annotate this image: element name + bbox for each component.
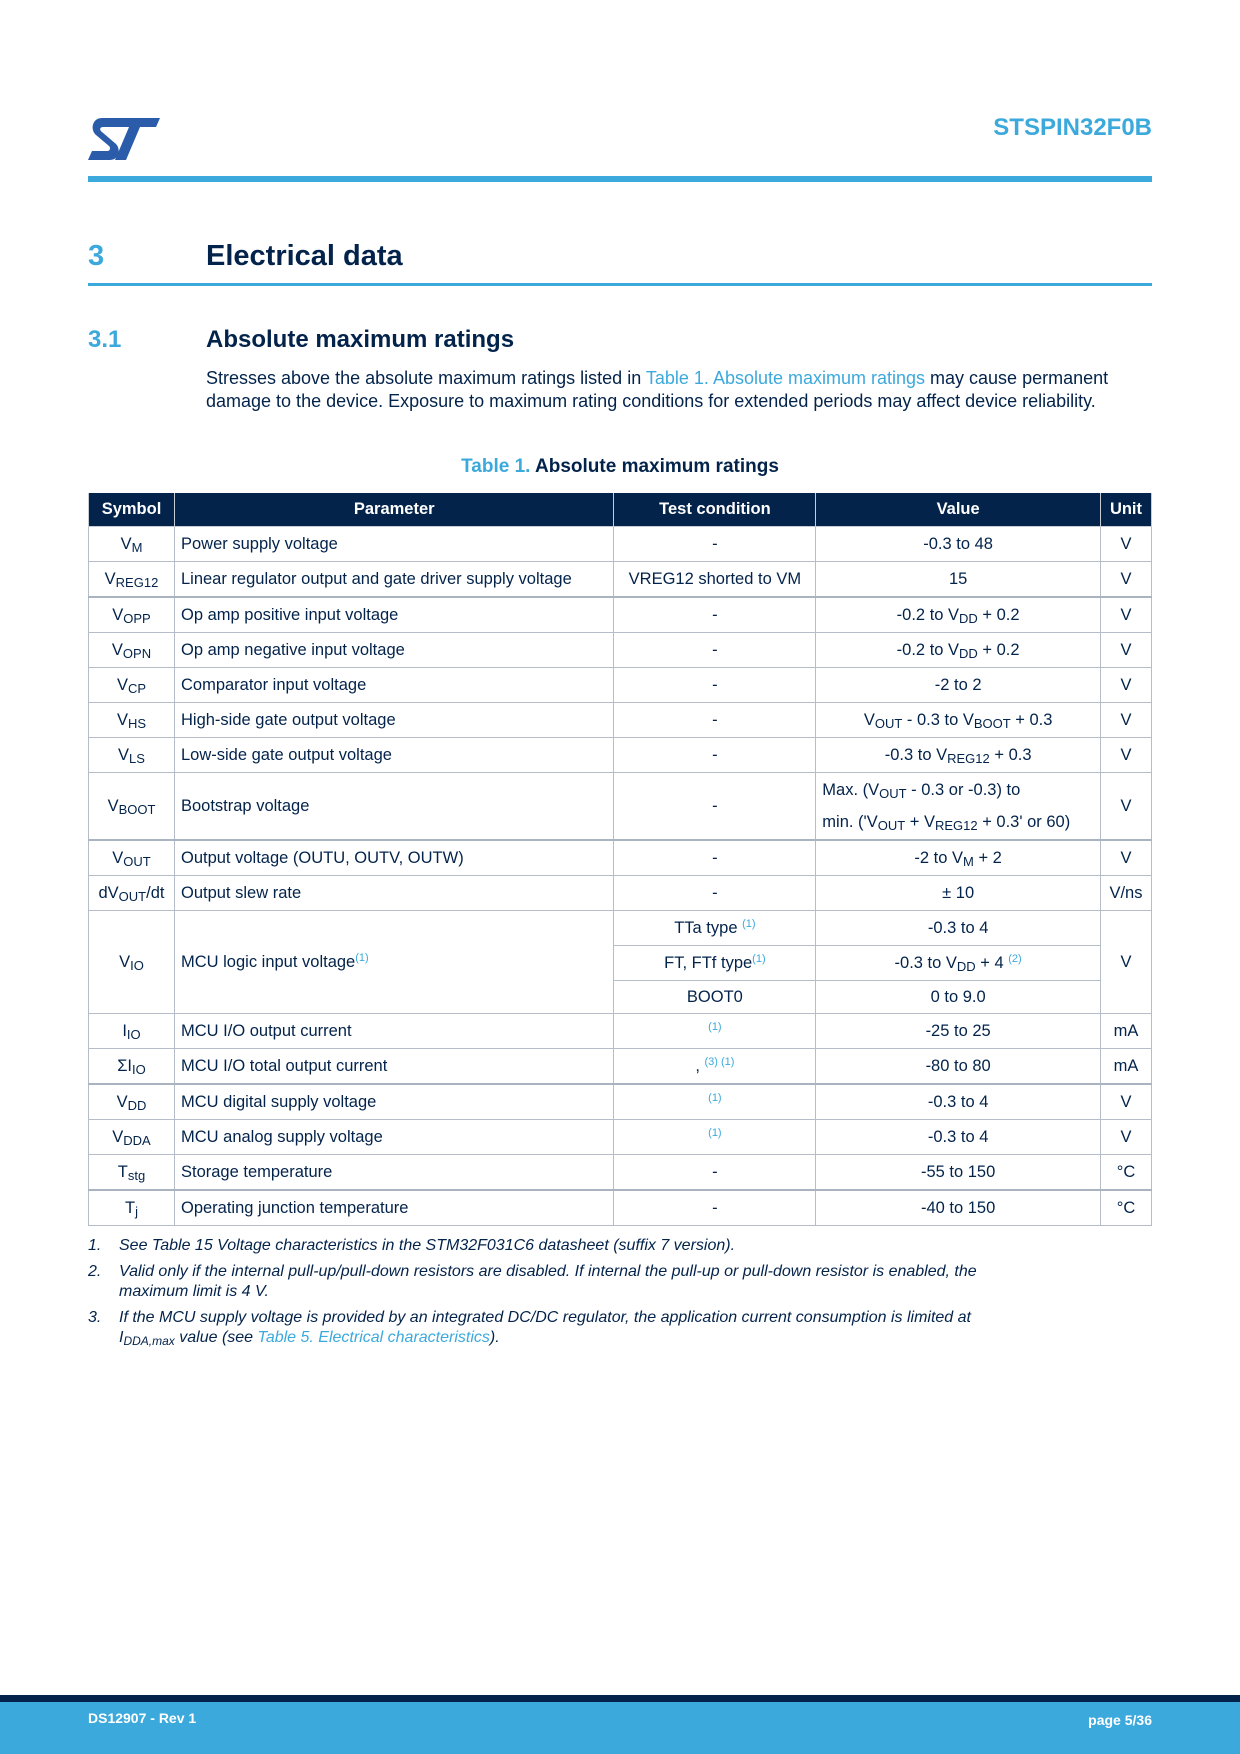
value-cell: 15 xyxy=(816,562,1101,598)
value-cell: -40 to 150 xyxy=(816,1190,1101,1226)
column-header-parameter: Parameter xyxy=(174,493,614,527)
footnote-1 xyxy=(88,1236,988,1256)
parameter-cell: Low-side gate output voltage xyxy=(174,738,614,773)
unit-cell: V xyxy=(1100,633,1151,668)
parameter-cell: Output voltage (OUTU, OUTV, OUTW) xyxy=(174,840,614,876)
parameter-cell: Operating junction temperature xyxy=(174,1190,614,1226)
footnote-ref[interactable]: (1) xyxy=(752,952,766,965)
condition-cell: - xyxy=(614,876,816,911)
value-cell: -0.3 to $V_{REG12} + 0.3$ xyxy=(816,738,1101,773)
symbol-cell: $T_{stg}$ xyxy=(89,1155,175,1191)
table-row xyxy=(89,562,1152,598)
footnotes xyxy=(88,1236,988,1354)
condition-cell xyxy=(614,1014,816,1049)
parameter-cell: Op amp positive input voltage xyxy=(174,597,614,633)
footer-doc-id: DS12907 - Rev 1 xyxy=(88,1710,197,1726)
symbol-cell: $V_{DD}$ xyxy=(89,1084,175,1120)
unit-cell: V xyxy=(1100,668,1151,703)
unit-cell: V xyxy=(1100,911,1151,1014)
unit-cell: V xyxy=(1100,738,1151,773)
value-cell: $V_{OUT} - 0.3$ to $V_{BOOT} + 0.3$ xyxy=(816,703,1101,738)
unit-cell: V xyxy=(1100,562,1151,598)
condition-cell xyxy=(614,1084,816,1120)
symbol-cell: $V_{OPN}$ xyxy=(89,633,175,668)
condition-cell: - xyxy=(614,1190,816,1226)
table-row xyxy=(89,1155,1152,1191)
symbol-cell: $V_{DDA}$ xyxy=(89,1120,175,1155)
condition-cell: - xyxy=(614,840,816,876)
condition-cell: TTa type $^{(1)}$ xyxy=(614,911,816,946)
table-row xyxy=(89,1014,1152,1049)
column-header-unit: Unit xyxy=(1100,493,1151,527)
condition-cell: BOOT0 xyxy=(614,981,816,1014)
table-row xyxy=(89,738,1152,773)
subsection-number: 3.1 xyxy=(88,326,122,353)
footer-page-number: page 5/36 xyxy=(1088,1712,1152,1728)
footnote-2 xyxy=(88,1262,988,1302)
intro-text: Stresses above the absolute maximum ratings listed in xyxy=(206,368,646,388)
table-row xyxy=(89,911,1152,946)
unit-cell: V xyxy=(1100,703,1151,738)
footnote-3: 3. If the MCU supply voltage is provided by an integrated DC/DC regulator, the application current consumption is limited at $I_{DDA,max}$ value (see Table 5. Electrical characteristics). xyxy=(88,1309,971,1348)
footnote-text: See Table 15 Voltage characteristics in the STM32F031C6 datasheet (suffix 7 version). xyxy=(119,1237,736,1254)
symbol-cell: $T_j$ xyxy=(89,1190,175,1226)
condition-cell: - xyxy=(614,773,816,841)
value-cell: -0.2 to $V_{DD} + 0.2$ xyxy=(816,597,1101,633)
condition-cell: - xyxy=(614,703,816,738)
value-cell: 0 to 9.0 xyxy=(816,981,1101,1014)
value-cell: -0.3 to 4 xyxy=(816,1120,1101,1155)
footnote-ref[interactable]: (1) xyxy=(708,1126,722,1139)
condition-cell: FT, FTf type$^{(1)}$ xyxy=(614,946,816,981)
parameter-cell: Op amp negative input voltage xyxy=(174,633,614,668)
unit-cell: V xyxy=(1100,1120,1151,1155)
table-5-link[interactable]: Table 5. Electrical characteristics xyxy=(257,1329,490,1346)
value-cell: -55 to 150 xyxy=(816,1155,1101,1191)
unit-cell: V xyxy=(1100,773,1151,841)
table-row xyxy=(89,527,1152,562)
parameter-cell: MCU I/O output current xyxy=(174,1014,614,1049)
footnote-number: 1. xyxy=(88,1237,102,1254)
column-header-symbol: Symbol xyxy=(89,493,175,527)
table-caption-title: Absolute maximum ratings xyxy=(535,456,779,477)
subsection-title: Absolute maximum ratings xyxy=(206,326,515,353)
symbol-cell: $V_{OPP}$ xyxy=(89,597,175,633)
footnote-number: 3. xyxy=(88,1309,102,1326)
symbol-cell: $V_{IO}$ xyxy=(89,911,175,1014)
table-row xyxy=(89,1190,1152,1226)
document-title: STSPIN32F0B xyxy=(993,114,1152,141)
parameter-cell: MCU I/O total output current xyxy=(174,1049,614,1085)
table-caption-label: Table 1. xyxy=(461,456,531,477)
parameter-cell: Bootstrap voltage xyxy=(174,773,614,841)
footnote-ref[interactable]: (1) xyxy=(355,951,369,964)
unit-cell: V xyxy=(1100,527,1151,562)
column-header-value: Value xyxy=(816,493,1101,527)
unit-cell: V xyxy=(1100,1084,1151,1120)
symbol-cell: $V_{HS}$ xyxy=(89,703,175,738)
condition-cell: - xyxy=(614,738,816,773)
footnote-text: Valid only if the internal pull-up/pull-down resistors are disabled. If internal the pull-up or pull-down resistor is enabled, the maximum limit is 4 V. xyxy=(119,1263,977,1300)
value-cell: -0.3 to 4 xyxy=(816,1084,1101,1120)
symbol-cell: $\Sigma I_{IO}$ xyxy=(89,1049,175,1085)
unit-cell: °C xyxy=(1100,1190,1151,1226)
footer-rule xyxy=(0,1695,1240,1702)
table-caption xyxy=(88,456,1152,478)
condition-cell: VREG12 shorted to VM xyxy=(614,562,816,598)
section-title: Electrical data xyxy=(206,240,403,272)
symbol-cell: $V_M$ xyxy=(89,527,175,562)
symbol-cell: $I_{IO}$ xyxy=(89,1014,175,1049)
unit-cell: °C xyxy=(1100,1155,1151,1191)
table-1-link[interactable]: Table 1. Absolute maximum ratings xyxy=(645,368,926,388)
symbol-cell: $V_{LS}$ xyxy=(89,738,175,773)
table-row xyxy=(89,1084,1152,1120)
footnote-ref[interactable]: (1) xyxy=(708,1091,722,1104)
section-rule xyxy=(88,283,1152,286)
symbol-cell: $dV_{OUT}/dt$ xyxy=(89,876,175,911)
parameter-cell: MCU logic input voltage$^{(1)}$ xyxy=(174,911,614,1014)
condition-cell: - xyxy=(614,633,816,668)
parameter-cell: Output slew rate xyxy=(174,876,614,911)
condition-cell: - xyxy=(614,1155,816,1191)
intro-paragraph xyxy=(206,367,1152,413)
condition-cell: , $^{(3) (1)}$ xyxy=(614,1049,816,1085)
unit-cell: mA xyxy=(1100,1014,1151,1049)
footnote-ref[interactable]: (1) xyxy=(708,1020,722,1033)
unit-cell: V xyxy=(1100,597,1151,633)
footnote-number: 2. xyxy=(88,1263,102,1280)
table-row xyxy=(89,773,1152,841)
table-row xyxy=(89,633,1152,668)
parameter-cell: MCU digital supply voltage xyxy=(174,1084,614,1120)
footnote-ref[interactable]: (1) xyxy=(742,917,756,930)
parameter-cell: Storage temperature xyxy=(174,1155,614,1191)
footnote-ref[interactable]: (3) (1) xyxy=(704,1055,735,1068)
st-logo-icon xyxy=(88,118,160,160)
value-cell: -0.3 to 4 xyxy=(816,911,1101,946)
value-cell: -80 to 80 xyxy=(816,1049,1101,1085)
value-cell: -25 to 25 xyxy=(816,1014,1101,1049)
symbol-cell: $V_{BOOT}$ xyxy=(89,773,175,841)
condition-cell: - xyxy=(614,668,816,703)
parameter-cell: Linear regulator output and gate driver supply voltage xyxy=(174,562,614,598)
unit-cell: mA xyxy=(1100,1049,1151,1085)
table-row xyxy=(89,840,1152,876)
value-cell: ± 10 xyxy=(816,876,1101,911)
value-cell: -0.3 to $V_{DD} + 4$ $^{(2)}$ xyxy=(816,946,1101,981)
condition-cell xyxy=(614,1120,816,1155)
table-row xyxy=(89,597,1152,633)
unit-cell: V xyxy=(1100,840,1151,876)
value-cell: -0.3 to 48 xyxy=(816,527,1101,562)
value-cell: -0.2 to $V_{DD} + 0.2$ xyxy=(816,633,1101,668)
value-cell: -2 to 2 xyxy=(816,668,1101,703)
ratings-table xyxy=(88,493,1152,1226)
value-cell: -2 to $V_M + 2$ xyxy=(816,840,1101,876)
column-header-condition: Test condition xyxy=(614,493,816,527)
intro-text: may cause permanent damage to the device. Exposure to maximum rating conditions for extended periods may affect device reliability. xyxy=(206,368,1109,411)
table-row xyxy=(89,876,1152,911)
parameter-cell: Power supply voltage xyxy=(174,527,614,562)
symbol-cell: $V_{CP}$ xyxy=(89,668,175,703)
footnote-ref[interactable]: (2) xyxy=(1008,952,1022,965)
table-row xyxy=(89,668,1152,703)
table-row xyxy=(89,703,1152,738)
parameter-cell: High-side gate output voltage xyxy=(174,703,614,738)
section-number: 3 xyxy=(88,240,105,272)
parameter-cell: Comparator input voltage xyxy=(174,668,614,703)
table-header-row xyxy=(89,493,1152,527)
condition-cell: - xyxy=(614,597,816,633)
table-row xyxy=(89,1120,1152,1155)
parameter-cell: MCU analog supply voltage xyxy=(174,1120,614,1155)
symbol-cell: $V_{REG12}$ xyxy=(89,562,175,598)
unit-cell: V/ns xyxy=(1100,876,1151,911)
value-cell: Max. ($V_{OUT} - 0.3$ or -0.3) to min. ('$V_{OUT} + V_{REG12} + 0.3$' or 60) xyxy=(816,773,1101,841)
table-row xyxy=(89,1049,1152,1085)
condition-cell: - xyxy=(614,527,816,562)
symbol-cell: $V_{OUT}$ xyxy=(89,840,175,876)
header-rule xyxy=(88,176,1152,182)
